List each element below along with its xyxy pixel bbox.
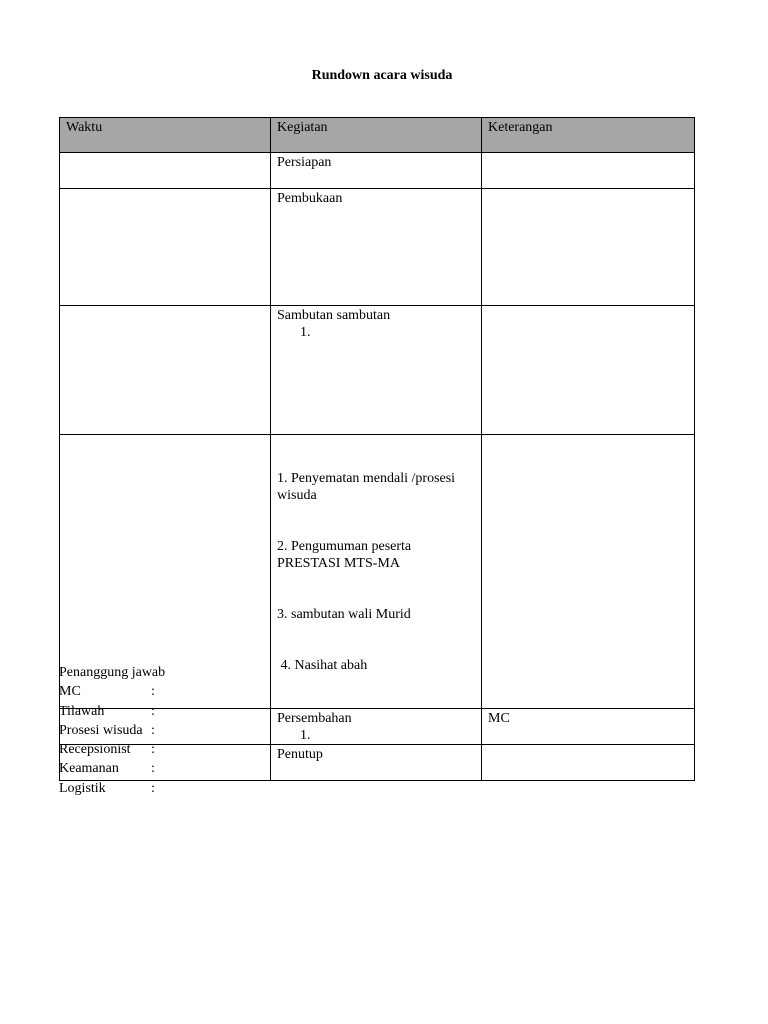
responsibility-colon: : xyxy=(151,780,155,796)
responsibility-colon: : xyxy=(151,703,155,719)
responsibility-section xyxy=(59,663,165,798)
kegiatan-subitem: 1. xyxy=(300,325,311,340)
kegiatan-text: 2. Pengumuman peserta PRESTASI MTS-MA xyxy=(277,539,415,571)
header-waktu: Waktu xyxy=(60,118,271,153)
responsibility-item xyxy=(59,682,165,701)
kegiatan-text: Persembahan xyxy=(277,711,352,726)
responsibility-item xyxy=(59,759,165,778)
kegiatan-text: 3. sambutan wali Murid xyxy=(277,607,411,622)
responsibility-item xyxy=(59,721,165,740)
responsibility-colon: : xyxy=(151,742,155,758)
responsibility-label: Logistik xyxy=(59,780,106,796)
responsibility-item xyxy=(59,702,165,721)
kegiatan-cell xyxy=(271,745,482,781)
responsibility-label: Keamanan xyxy=(59,761,119,777)
waktu-cell xyxy=(60,189,271,306)
kegiatan-cell xyxy=(271,306,482,435)
responsibility-label: Prosesi wisuda xyxy=(59,722,143,738)
responsibility-colon: : xyxy=(151,722,155,738)
kegiatan-cell xyxy=(271,709,482,745)
keterangan-cell xyxy=(482,745,695,781)
keterangan-cell xyxy=(482,153,695,189)
responsibility-heading: Penanggung jawab xyxy=(59,665,166,680)
kegiatan-cell xyxy=(271,189,482,306)
responsibility-colon: : xyxy=(151,761,155,777)
keterangan-cell xyxy=(482,306,695,435)
responsibility-colon: : xyxy=(151,684,155,700)
responsibility-item xyxy=(59,740,165,759)
waktu-cell xyxy=(60,306,271,435)
keterangan-cell xyxy=(482,435,695,709)
header-kegiatan: Kegiatan xyxy=(271,118,482,153)
responsibility-item xyxy=(59,779,165,798)
header-keterangan: Keterangan xyxy=(482,118,695,153)
kegiatan-text: Persiapan xyxy=(277,155,332,170)
keterangan-cell: MC xyxy=(482,709,695,745)
keterangan-cell xyxy=(482,189,695,306)
responsibility-label: Tilawah xyxy=(59,703,105,719)
document-title: Rundown acara wisuda xyxy=(311,68,453,83)
table-row xyxy=(60,153,695,189)
table-header-row xyxy=(60,118,695,153)
kegiatan-text: Pembukaan xyxy=(277,191,343,206)
kegiatan-cell xyxy=(271,153,482,189)
kegiatan-text: Penutup xyxy=(277,747,323,762)
kegiatan-text: 1. Penyematan mendali /prosesi wisuda xyxy=(277,471,459,503)
waktu-cell xyxy=(60,153,271,189)
kegiatan-cell xyxy=(271,435,482,709)
table-row xyxy=(60,306,695,435)
kegiatan-text: 4. Nasihat abah xyxy=(277,658,368,673)
responsibility-label: MC xyxy=(59,684,81,700)
responsibility-label: Recepsionist xyxy=(59,742,131,758)
kegiatan-text: Sambutan sambutan xyxy=(277,308,391,323)
kegiatan-subitem: 1. xyxy=(300,728,311,743)
table-row xyxy=(60,189,695,306)
